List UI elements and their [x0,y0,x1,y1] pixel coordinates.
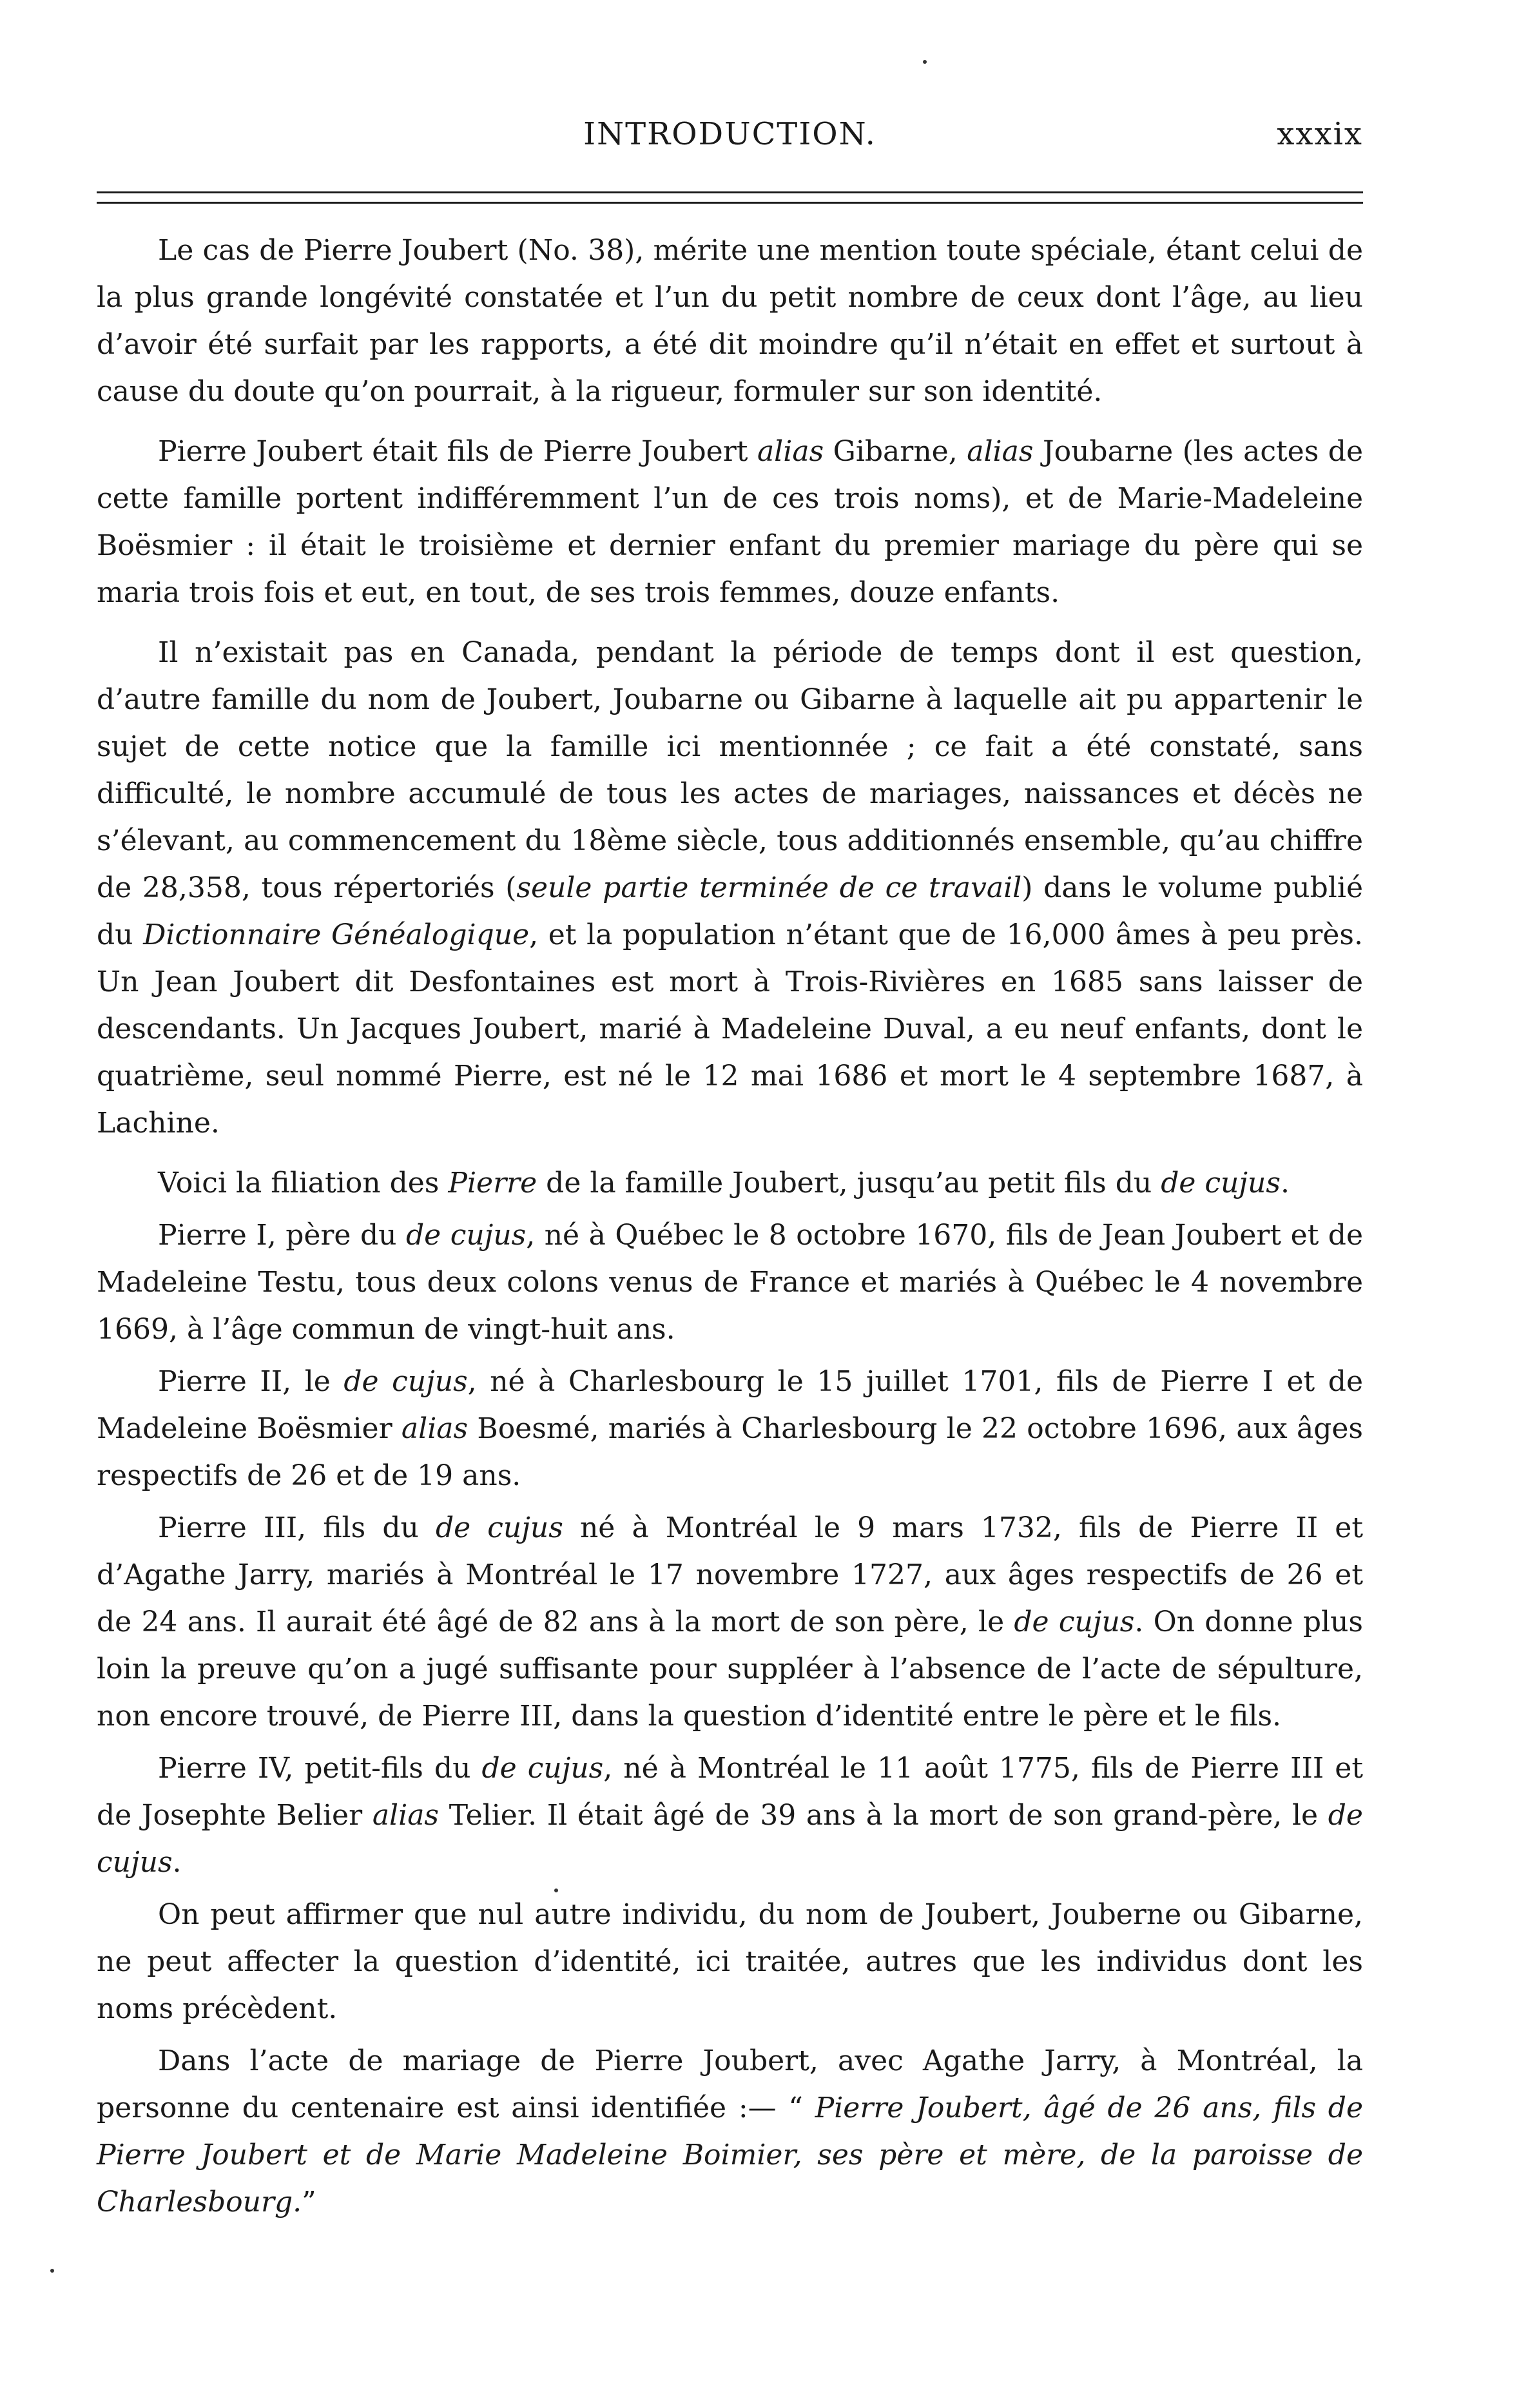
margin-speck [923,60,927,64]
text-run: Gibarne, [824,435,967,468]
text-run: , né à Montréal le 11 août 1775, fils de Pierre III et de Josephte Belier [97,1752,1364,1832]
header-rule-bottom [97,202,1363,204]
header-rule-top [97,191,1363,193]
italic-text: de cujus [97,1799,1363,1879]
paragraph [97,1891,1363,2032]
text-run: On peut affirmer que nul autre individu, du nom de Joubert, Jouberne ou Gibarne, ne peut affecter la question d’identité, ici traitée, autres que les individus dont les noms précèdent. [97,1898,1363,2025]
margin-speck [50,2269,54,2273]
text-run: Boesmé, mariés à Charlesbourg le 22 octobre 1696, aux âges respectifs de 26 et de 19 ans. [97,1412,1363,1492]
paragraph [97,1160,1363,1207]
italic-text: de cujus [405,1219,527,1252]
italic-text: de cujus [1014,1606,1135,1638]
text-run: , et la population n’étant que de 16,000 âmes à peu près. Un Jean Joubert dit Desfontaines est mort à Trois-Rivières en 1685 sans laisser de descendants. Un Jacques Joubert, marié à Madeleine Duval, a eu neuf enfants, dont le quatrième, seul nommé Pierre, est né le 12 mai 1686 et mort le 4 septembre 1687, à Lachine. [97,918,1363,1140]
text-run: , né à Charlesbourg le 15 juillet 1701, fils de Pierre I et de Madeleine Boësmier [97,1365,1364,1445]
italic-text: de cujus [435,1511,563,1544]
text-run: . [172,1846,182,1879]
text-run: Pierre III, fils du [158,1511,436,1544]
paragraph [97,2037,1363,2226]
italic-text: de cujus [481,1752,604,1785]
italic-text: alias [372,1799,440,1832]
text-run: Le cas de Pierre Joubert (No. 38), mérite une mention toute spéciale, étant celui de la plus grande longévité constatée et l’un du petit nombre de ceux dont l’âge, au lieu d’avoir été surfait par les rapports, a été dit moindre qu’il n’était en effet et surtout à cause du doute qu’on pourrait, à la rigueur, formuler sur son identité. [97,234,1363,408]
page-header [97,116,1363,161]
page-number: xxxix [1277,116,1363,152]
italic-text: seule partie terminée de ce travail [516,871,1022,904]
paragraph [97,1745,1363,1886]
paragraph [97,428,1363,616]
paragraph [97,629,1363,1147]
text-run: Joubarne (les actes de cette famille portent indifféremment l’un de ces trois noms), et de Marie-Madeleine Boësmier : il était le troisième et dernier enfant du premier mariage du père qui se maria trois fois et eut, en tout, de ses trois femmes, douze enfants. [97,435,1364,609]
paragraph [97,1358,1363,1499]
text-run: ) dans le volume publié du [97,871,1363,951]
text-run: Pierre IV, petit-fils du [158,1752,482,1785]
text-run: Telier. Il était âgé de 39 ans à la mort de son grand-père, le [439,1799,1328,1832]
text-run: de la famille Joubert, jusqu’au petit fils du [537,1167,1161,1199]
text-run: Dans l’acte de mariage de Pierre Joubert, avec Agathe Jarry, à Montréal, la personne du centenaire est ainsi identifiée :— “ [97,2044,1363,2124]
paragraph [97,1504,1363,1740]
text-run: Pierre II, le [158,1365,344,1398]
italic-text: de cujus [343,1365,468,1398]
paragraph [97,1212,1363,1353]
italic-text: alias [967,435,1034,468]
text-run: . On donne plus loin la preuve qu’on a jugé suffisante pour suppléer à l’absence de l’acte de sépulture, non encore trouvé, de Pierre III, dans la question d’identité entre le père et le fils. [97,1606,1363,1733]
text-run: , né à Québec le 8 octobre 1670, fils de Jean Joubert et de Madeleine Testu, tous deux colons venus de France et mariés à Québec le 4 novembre 1669, à l’âge commun de vingt-huit ans. [97,1219,1364,1346]
margin-speck [554,1889,558,1892]
italic-text: Pierre Joubert, âgé de 26 ans, fils de Pierre Joubert et de Marie Madeleine Boimier, ses père et mère, de la paroisse de Charlesbourg. [97,2092,1363,2219]
italic-text: Pierre [448,1167,537,1199]
running-title: INTRODUCTION. [583,116,876,152]
text-run: . [1280,1167,1290,1199]
italic-text: alias [401,1412,469,1445]
text-run: Pierre Joubert était fils de Pierre Joubert [158,435,757,468]
text-run: Il n’existait pas en Canada, pendant la période de temps dont il est question, d’autre famille du nom de Joubert, Joubarne ou Gibarne à laquelle ait pu appartenir le sujet de cette notice que la famille ici mentionnée ; ce fait a été constaté, sans difficulté, le nombre accumulé de tous les actes de mariages, naissances et décès ne s’élevant, au commencement du 18ème siècle, tous additionnés ensemble, qu’au chiffre de 28,358, tous répertoriés ( [97,636,1363,904]
italic-text: alias [757,435,824,468]
text-run: ” [302,2186,316,2219]
text-run: Voici la filiation des [158,1167,449,1199]
italic-text: de cujus [1161,1167,1281,1199]
italic-text: Dictionnaire Généalogique [143,918,530,951]
paragraph [97,227,1363,415]
text-run: né à Montréal le 9 mars 1732, fils de Pierre II et d’Agathe Jarry, mariés à Montréal le 17 novembre 1727, aux âges respectifs de 26 et de 24 ans. Il aurait été âgé de 82 ans à la mort de son père, le [97,1511,1364,1638]
body-text [97,227,1363,2231]
text-run: Pierre I, père du [158,1219,406,1252]
